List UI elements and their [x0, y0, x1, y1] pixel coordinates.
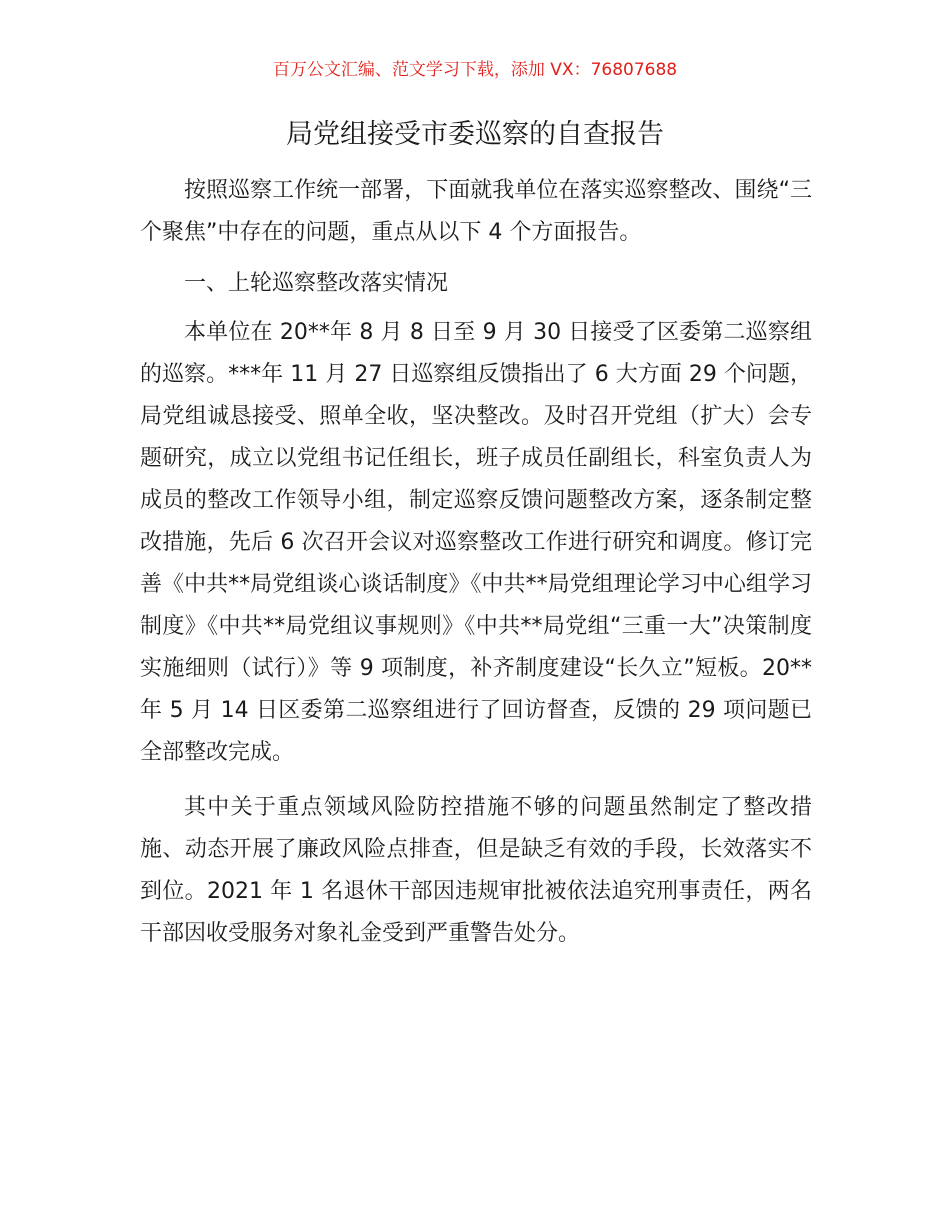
promo-banner: 百万公文汇编、范文学习下载，添加 VX：76807688	[272, 60, 678, 80]
section-heading: 一、上轮巡察整改落实情况	[184, 271, 449, 296]
body-paragraph: 本单位在 20**年 8 月 8 日至 9 月 30 日接受了区委第二巡察组的巡察。***年 11 月 27 日巡察组反馈指出了 6 大方面 29 个问题，局党组诚恳接受、照单全收，坚决整改。及时召开党组（扩大）会专题研究，成立以党组书记任组长，班子成员任副组长，科室负责人为成员的整改工作领导小组，制定巡察反馈问题整改方案，逐条制定整改措施，先后 6 次召开会议对巡察整改工作进行研究和调度。修订完善《中共**局党组谈心谈话制度》《中共**局党组理论学习中心组学习制度》《中共**局党组议事规则》《中共**局党组“三重一大”决策制度实施细则（试行）》等 9 项制度，补齐制度建设“长久立”短板。20**年 5 月 14 日区委第二巡察组进行了回访督查，反馈的 29 项问题已全部整改完成。	[140, 320, 812, 765]
intro-paragraph: 按照巡察工作统一部署，下面就我单位在落实巡察整改、围绕“三个聚焦”中存在的问题，重点从以下 4 个方面报告。	[140, 178, 812, 245]
body-paragraph: 其中关于重点领域风险防控措施不够的问题虽然制定了整改措施、动态开展了廉政风险点排查，但是缺乏有效的手段，长效落实不到位。2021 年 1 名退休干部因违规审批被依法追究刑事责任，两名干部因收受服务对象礼金受到严重警告处分。	[140, 795, 812, 946]
document-title: 局党组接受市委巡察的自查报告	[286, 119, 664, 150]
document-body	[140, 170, 812, 955]
